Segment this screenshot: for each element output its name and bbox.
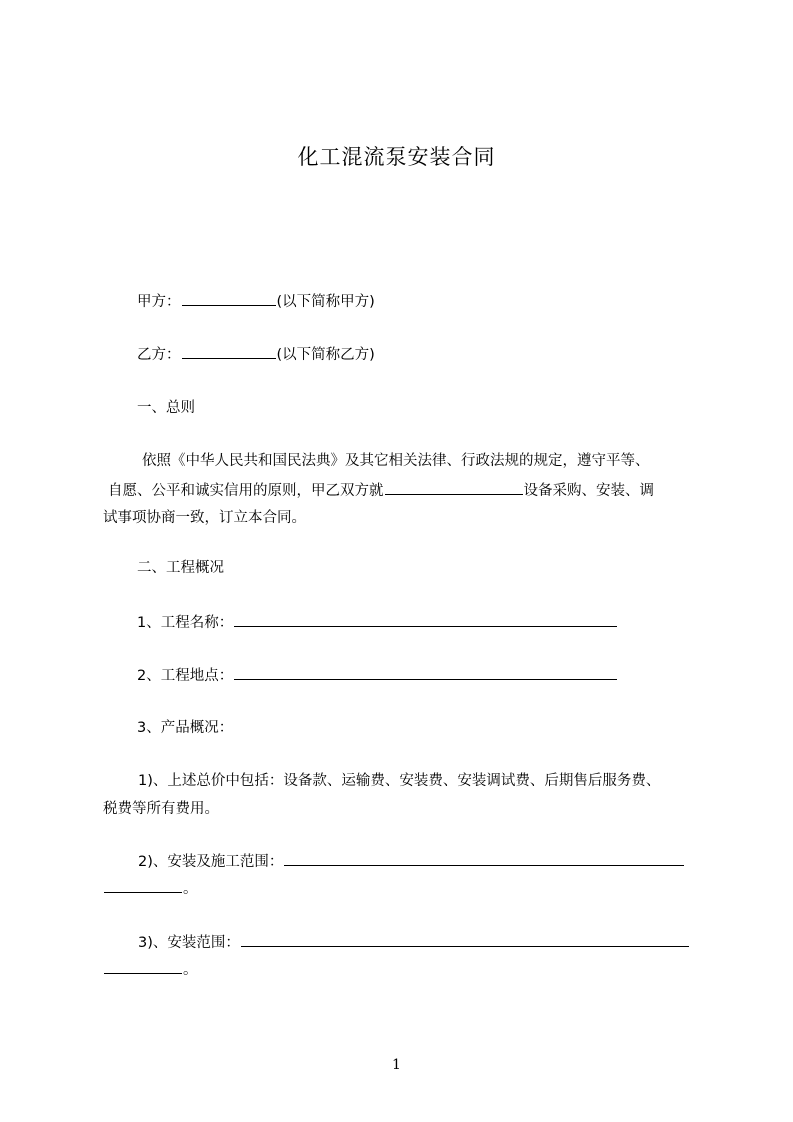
sub3-line2 (103, 958, 198, 980)
sub2-blank-1[interactable] (284, 850, 684, 866)
product-overview-label: 3、产品概况： (137, 720, 234, 736)
party-b-label: 乙方： (137, 347, 181, 363)
sub3-blank-1[interactable] (241, 931, 689, 947)
sub1-line2: 税费等所有费用。 (103, 801, 219, 817)
section1-para-line2 (108, 479, 654, 501)
party-a-suffix: (以下简称甲方) (276, 294, 375, 310)
page-number: 1 (392, 1057, 401, 1073)
section1-para-line2-pre: 自愿、公平和诚实信用的原则，甲乙双方就 (108, 483, 384, 499)
party-a-blank[interactable] (182, 290, 276, 306)
section1-para-line3: 试事项协商一致，订立本合同。 (103, 510, 306, 526)
sub2-end: 。 (183, 881, 198, 897)
subject-blank[interactable] (385, 479, 523, 495)
sub3-line1 (138, 931, 690, 953)
project-name-line (137, 611, 618, 633)
project-name-label: 1、工程名称： (137, 615, 234, 631)
section1-para-line1: 依照《中华人民共和国民法典》及其它相关法律、行政法规的规定，遵守平等、 (142, 453, 650, 469)
project-name-blank[interactable] (234, 611, 617, 627)
project-location-label: 2、工程地点： (137, 668, 234, 684)
section2-heading: 二、工程概况 (137, 560, 224, 576)
party-b-line (137, 343, 375, 365)
sub3-label: 3)、安装范围： (138, 935, 240, 951)
party-a-label: 甲方： (137, 294, 181, 310)
project-location-line (137, 664, 618, 686)
party-a-line (137, 290, 375, 312)
section1-para-line2-post: 设备采购、安装、调 (523, 483, 654, 499)
project-location-blank[interactable] (234, 664, 617, 680)
sub1-line1: 1)、上述总价中包括：设备款、运输费、安装费、安装调试费、后期售后服务费、 (138, 773, 661, 789)
party-b-suffix: (以下简称乙方) (276, 347, 375, 363)
section1-heading: 一、总则 (137, 400, 195, 416)
sub2-line1 (138, 850, 685, 872)
sub3-blank-2[interactable] (104, 958, 182, 974)
party-b-blank[interactable] (182, 343, 276, 359)
sub2-line2 (103, 877, 198, 899)
document-title: 化工混流泵安装合同 (297, 145, 496, 169)
sub2-label: 2)、安装及施工范围： (138, 854, 284, 870)
sub3-end: 。 (183, 962, 198, 978)
sub2-blank-2[interactable] (104, 877, 182, 893)
